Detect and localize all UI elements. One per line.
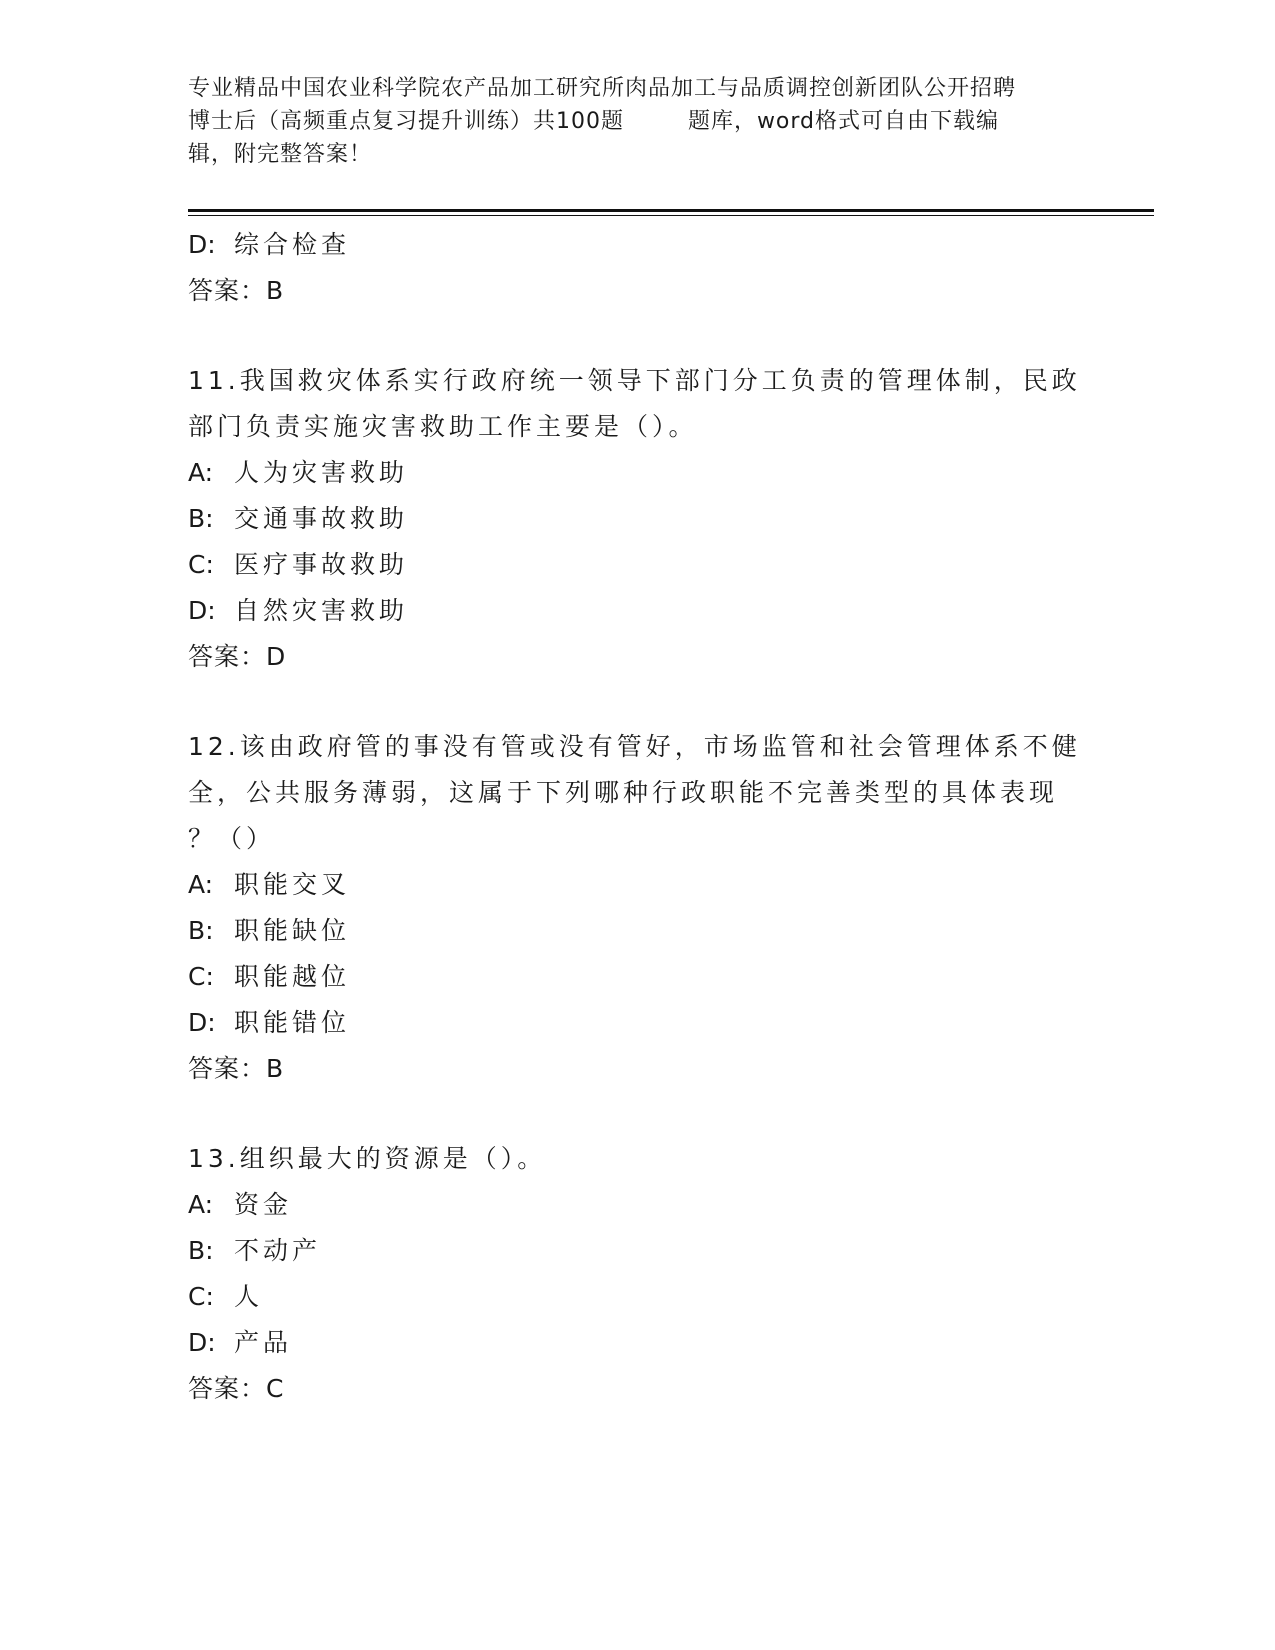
- option-text: 产品: [234, 1328, 293, 1357]
- option-letter: D:: [188, 1008, 216, 1037]
- option-letter: B:: [188, 504, 214, 533]
- option-letter: C:: [188, 962, 214, 991]
- option-row: [188, 1000, 1088, 1046]
- question-block: [188, 1136, 1088, 1412]
- option-row: [188, 1228, 1088, 1274]
- option-text: 人为灾害救助: [234, 458, 409, 487]
- option-text: 职能缺位: [234, 916, 351, 945]
- option-row: [188, 954, 1088, 1000]
- option-letter: B:: [188, 1236, 214, 1265]
- option-row: [188, 542, 1088, 588]
- option-row: [188, 450, 1088, 496]
- answer-line: 答案：D: [188, 642, 287, 671]
- answer-line: 答案：B: [188, 1054, 285, 1083]
- question-stem-line: 部门负责实施灾害救助工作主要是（）。: [188, 412, 698, 441]
- option-letter: A:: [188, 1190, 214, 1219]
- option-letter: D:: [188, 596, 216, 625]
- option-letter: D:: [188, 230, 216, 259]
- header-divider-thin: [188, 215, 1154, 216]
- header-divider-thick: [188, 209, 1154, 212]
- question-stem-line: 13.组织最大的资源是（）。: [188, 1144, 547, 1173]
- option-text: 不动产: [234, 1236, 322, 1265]
- document-header: [188, 72, 1088, 171]
- option-text: 职能错位: [234, 1008, 351, 1037]
- header-line: 辑，附完整答案！: [188, 142, 373, 167]
- option-row: [188, 588, 1088, 634]
- option-text: 职能越位: [234, 962, 351, 991]
- option-text: 资金: [234, 1190, 293, 1219]
- question-stem-line: 全，公共服务薄弱，这属于下列哪种行政职能不完善类型的具体表现: [188, 778, 1059, 807]
- question-stem-line: 11.我国救灾体系实行政府统一领导下部门分工负责的管理体制，民政: [188, 366, 1081, 395]
- option-letter: A:: [188, 458, 214, 487]
- option-letter: C:: [188, 1282, 214, 1311]
- option-row: [188, 222, 1088, 268]
- header-line: 博士后（高频重点复习提升训练）共100题 题库，word格式可自由下载编: [188, 109, 1000, 134]
- option-letter: A:: [188, 870, 214, 899]
- answer-line: 答案：C: [188, 1374, 285, 1403]
- option-text: 人: [234, 1282, 264, 1311]
- option-text: 职能交叉: [234, 870, 351, 899]
- question-gap: [188, 314, 1088, 358]
- header-line: 专业精品中国农业科学院农产品加工研究所肉品加工与品质调控创新团队公开招聘: [188, 76, 1017, 101]
- answer-line: 答案：B: [188, 276, 285, 305]
- question-gap: [188, 1092, 1088, 1136]
- question-gap: [188, 680, 1088, 724]
- question-block: [188, 724, 1088, 1092]
- option-text: 综合检查: [234, 230, 351, 259]
- question-block: [188, 358, 1088, 680]
- option-row: [188, 1274, 1088, 1320]
- option-text: 交通事故救助: [234, 504, 409, 533]
- option-letter: D:: [188, 1328, 216, 1357]
- option-row: [188, 1320, 1088, 1366]
- option-row: [188, 862, 1088, 908]
- option-letter: C:: [188, 550, 214, 579]
- option-row: [188, 908, 1088, 954]
- option-text: 医疗事故救助: [234, 550, 409, 579]
- question-stem-line: ？（）: [188, 824, 276, 853]
- question-stem-line: 12.该由政府管的事没有管或没有管好，市场监管和社会管理体系不健: [188, 732, 1081, 761]
- option-letter: B:: [188, 916, 214, 945]
- option-text: 自然灾害救助: [234, 596, 409, 625]
- option-row: [188, 496, 1088, 542]
- question-list: [188, 222, 1088, 1412]
- option-row: [188, 1182, 1088, 1228]
